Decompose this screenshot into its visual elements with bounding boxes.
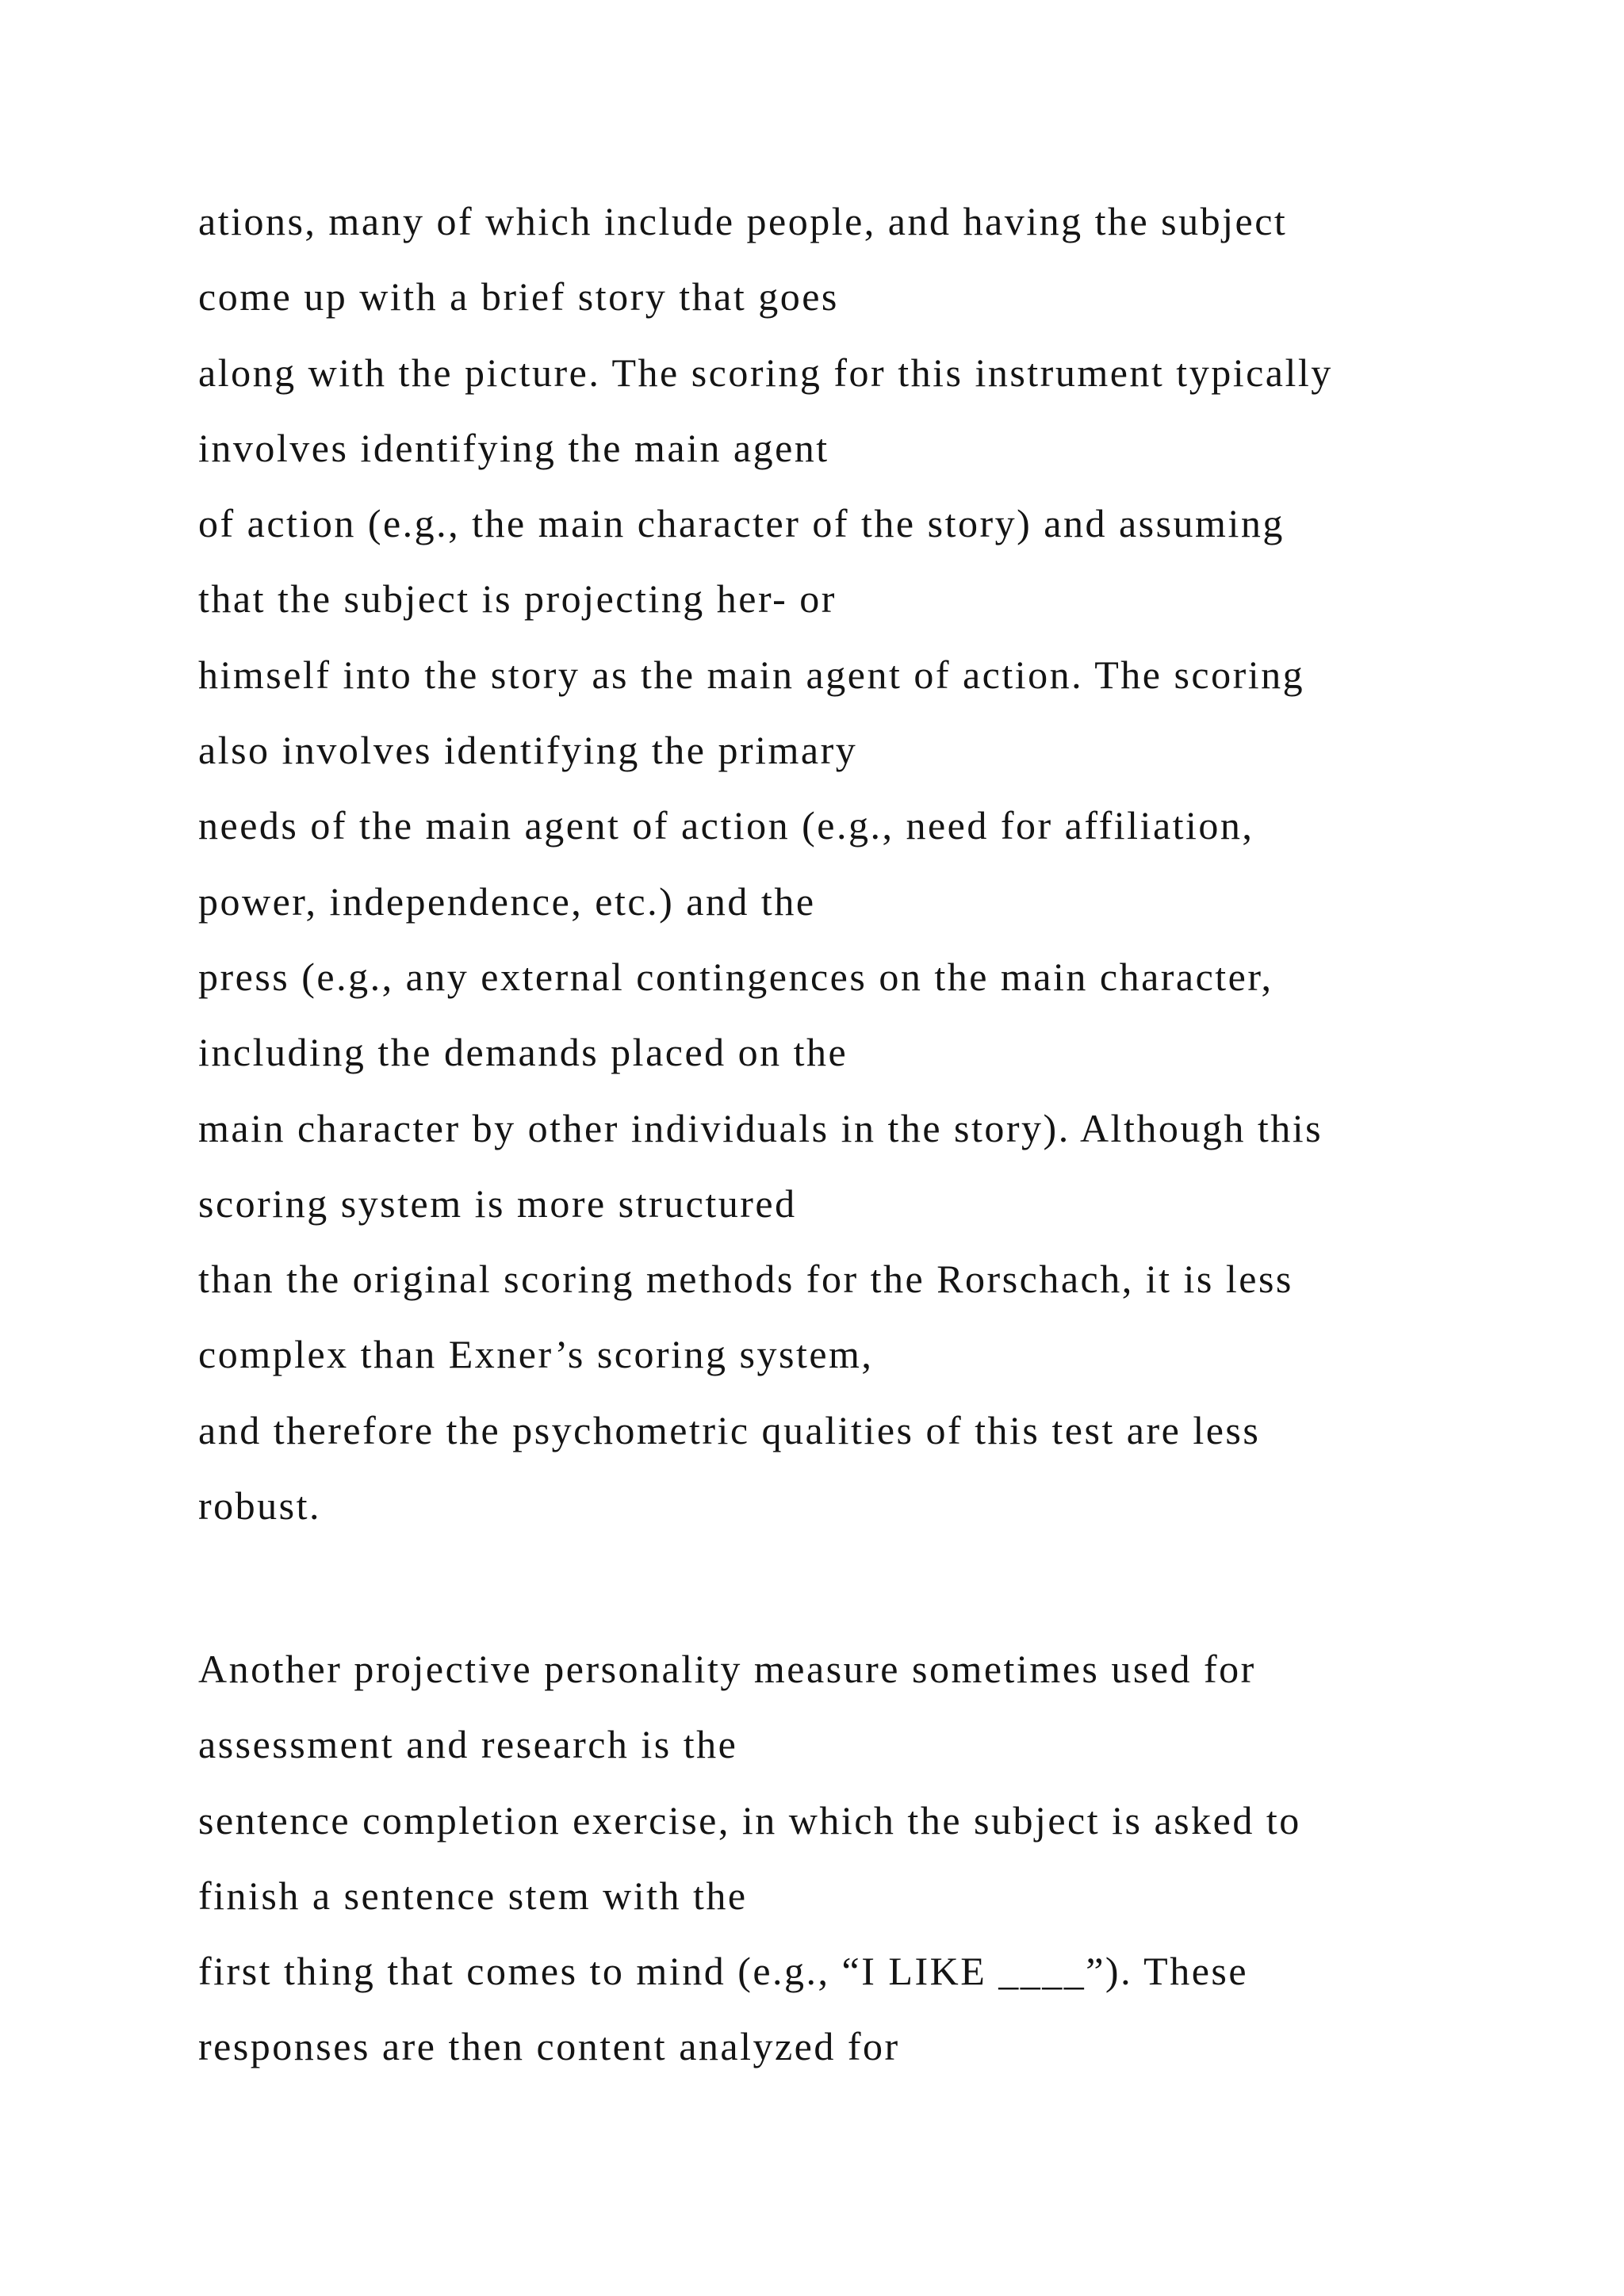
text-line: press (e.g., any external contingences on the main character, xyxy=(198,954,1274,999)
text-line: along with the picture. The scoring for this instrument typically xyxy=(198,350,1333,395)
text-line: himself into the story as the main agent of action. The scoring xyxy=(198,652,1305,697)
text-line: and therefore the psychometric qualities of this test are less xyxy=(198,1407,1261,1452)
text-line: come up with a brief story that goes xyxy=(198,274,839,320)
text-line: than the original scoring methods for the Rorschach, it is less xyxy=(198,1257,1293,1302)
text-line: ations, many of which include people, and having the subject xyxy=(198,199,1288,243)
text-line: power, independence, etc.) and the xyxy=(198,878,816,924)
text-line: also involves identifying the primary xyxy=(198,728,858,773)
text-line: needs of the main agent of action (e.g., need for affiliation, xyxy=(198,803,1254,848)
text-line: sentence completion exercise, in which the subject is asked to xyxy=(198,1797,1301,1843)
text-line: that the subject is projecting her- or xyxy=(198,576,837,622)
text-line: of action (e.g., the main character of the story) and assuming xyxy=(198,501,1285,546)
paragraph-2 xyxy=(198,1632,1594,2085)
text-line: finish a sentence stem with the xyxy=(198,1873,748,1918)
text-line: first thing that comes to mind (e.g., “I LIKE ____”). These xyxy=(198,1949,1249,1994)
text-line: robust. xyxy=(198,1483,321,1529)
paragraph-1 xyxy=(198,184,1594,1544)
text-line: complex than Exner’s scoring system, xyxy=(198,1332,874,1377)
text-line: scoring system is more structured xyxy=(198,1181,797,1226)
text-line: including the demands placed on the xyxy=(198,1030,848,1075)
text-line: assessment and research is the xyxy=(198,1722,738,1767)
text-line: responses are then content analyzed for xyxy=(198,2024,900,2069)
text-line: main character by other individuals in the story). Although this xyxy=(198,1105,1323,1150)
text-line: Another projective personality measure sometimes used for xyxy=(198,1647,1256,1691)
text-line: involves identifying the main agent xyxy=(198,425,829,470)
